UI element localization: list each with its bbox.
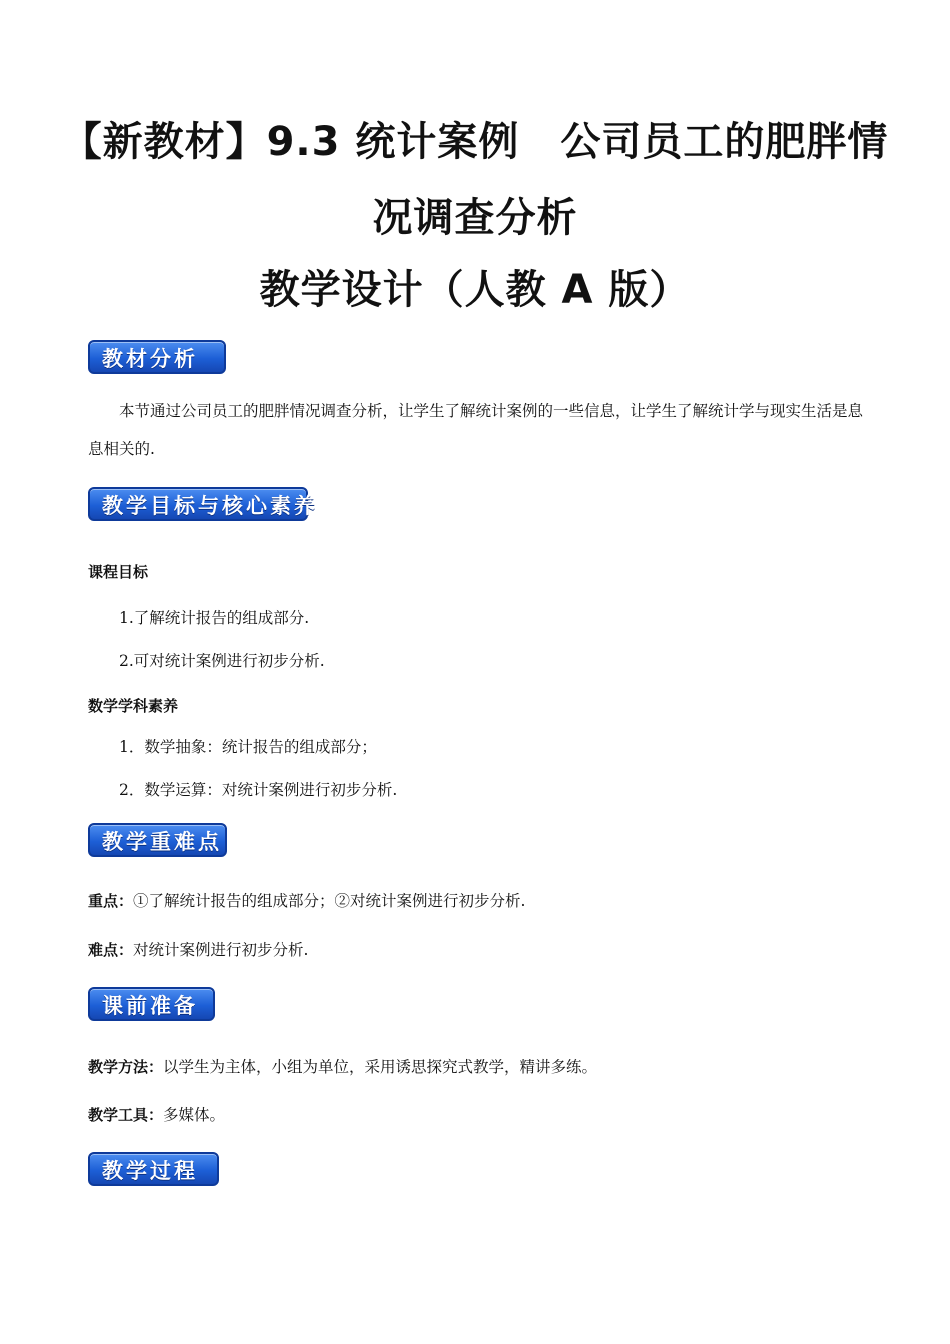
section-badge-preparation: 课前准备: [88, 987, 215, 1021]
teaching-tools-label: 教学工具：: [88, 1106, 164, 1124]
section-badge-goals: 教学目标与核心素养: [88, 487, 308, 521]
document-subtitle: 教学设计（人教 A 版）: [259, 267, 691, 313]
literacy-heading: 数学学科素养: [88, 697, 179, 715]
section-badge-keypoints: 教学重难点: [88, 823, 227, 857]
section-badge-analysis: 教材分析: [88, 340, 226, 374]
difficult-point-text: 对统计案例进行初步分析.: [133, 941, 309, 959]
literacy-item: 1．数学抽象：统计报告的组成部分；: [119, 738, 377, 756]
literacy-item: 2．数学运算：对统计案例进行初步分析.: [119, 781, 398, 799]
course-goal-item: 1.了解统计报告的组成部分.: [119, 609, 310, 627]
teaching-method-label: 教学方法：: [88, 1058, 164, 1076]
section-badge-process: 教学过程: [88, 1152, 219, 1186]
key-point-text: ①了解统计报告的组成部分；②对统计案例进行初步分析.: [133, 892, 526, 910]
teaching-method-text: 以学生为主体，小组为单位，采用诱思探究式教学，精讲多练。: [163, 1058, 598, 1076]
key-point-line: [88, 890, 525, 912]
teaching-method-line: [88, 1056, 597, 1078]
document-title-line-2: 况调查分析: [372, 195, 578, 241]
difficult-point-line: [88, 939, 308, 961]
key-point-label: 重点：: [88, 892, 134, 910]
document-title-line-1: 【新教材】9.3 统计案例 公司员工的肥胖情: [61, 119, 889, 165]
difficult-point-label: 难点：: [88, 941, 134, 959]
course-goals-heading: 课程目标: [88, 563, 149, 581]
course-goal-item: 2.可对统计案例进行初步分析.: [119, 652, 325, 670]
analysis-paragraph: 本节通过公司员工的肥胖情况调查分析，让学生了解统计案例的一些信息，让学生了解统计学与现实生活是息息相关的.: [88, 402, 864, 458]
teaching-tools-line: [88, 1104, 225, 1126]
teaching-tools-text: 多媒体。: [163, 1106, 226, 1124]
